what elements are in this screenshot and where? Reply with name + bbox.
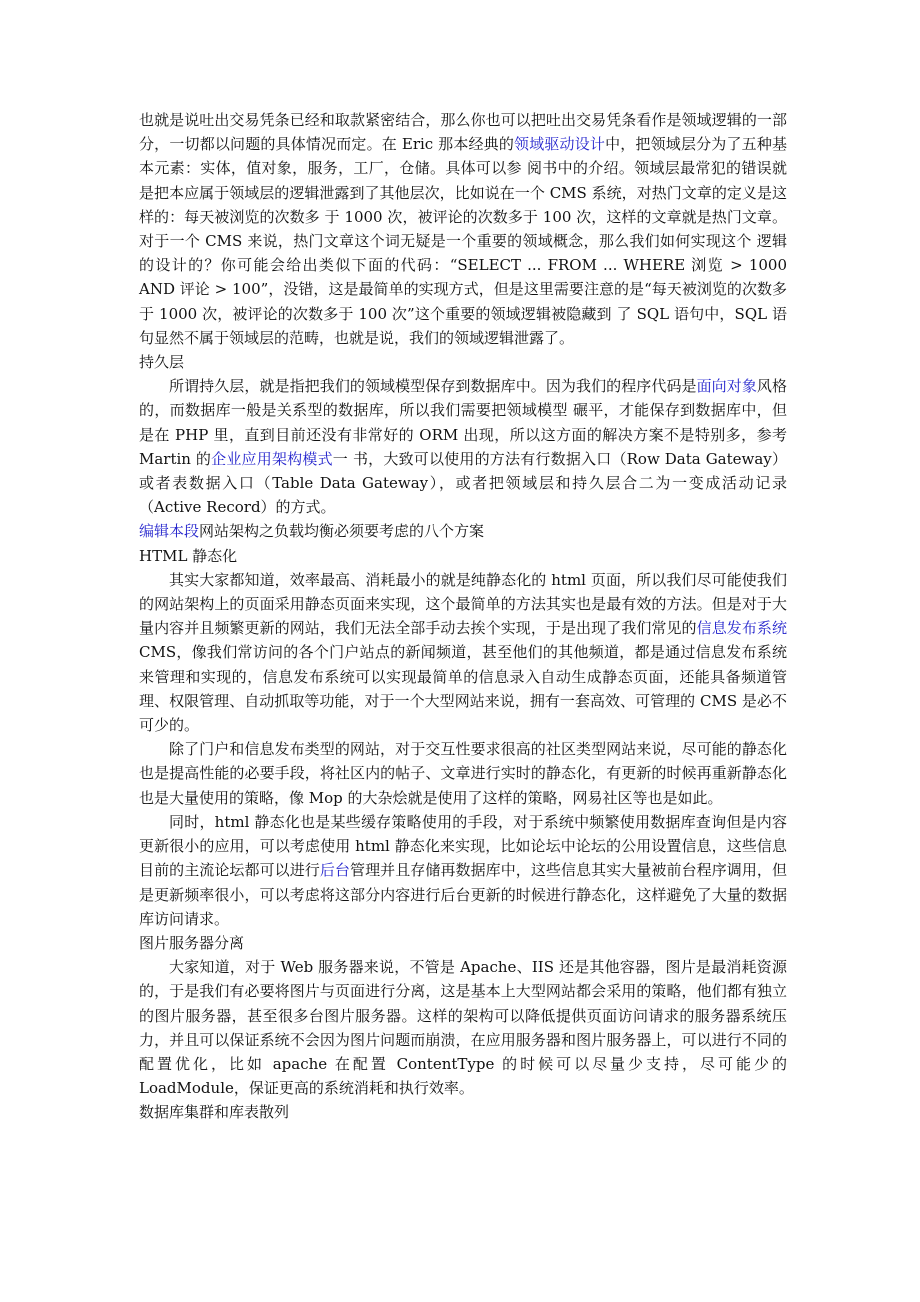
section-heading	[139, 350, 787, 374]
text-run: HTML 静态化	[139, 546, 238, 565]
text-run: 风格的，而数据库一般是关系型的数据库，所以我们需要把领域模型 碾平，才能保存到数据库中，但是在 PHP 里，直到目前还没有非常好的 ORM 出现，所以这方面的解决方案不是特别多，参考 Martin 的	[139, 377, 787, 468]
body-paragraph	[139, 568, 787, 737]
section-heading	[139, 519, 787, 543]
text-run: 除了门户和信息发布类型的网站，对于交互性要求很高的社区类型网站来说，尽可能的静态化也是提高性能的必要手段，将社区内的帖子、文章进行实时的静态化，有更新的时候再重新静态化也是大量使用的策略，像 Mop 的大杂烩就是使用了这样的策略，网易社区等也是如此。	[139, 740, 787, 807]
text-run: 也就是说吐出交易凭条已经和取款紧密结合，那么你也可以把吐出交易凭条看作是领域逻辑的一部分，一切都以问题的具体情况而定。在 Eric 那本经典的	[139, 111, 787, 154]
text-run: 数据库集群和库表散列	[139, 1103, 290, 1122]
hyperlink[interactable]: 企业应用架构模式	[211, 449, 333, 468]
text-run: 中，把领域层分为了五种基本元素：实体，值对象，服务，工厂，仓储。具体可以参 阅书中的介绍。领域层最常犯的错误就是把本应属于领域层的逻辑泄露到了其他层次，比如说在一个 CMS 系统，对热门文章的定义是这样的：每天被浏览的次数多 于 1000 次，被评论的次数多于 100 次，这样的文章就是热门文章。对于一个 CMS 来说，热门文章这个词无疑是一个重要的领域概念，那么我们如何实现这个 逻辑的设计的？你可能会给出类似下面的代码：“SELECT ... FROM ... WHERE 浏览 > 1000 AND 评论 > 100”，没错，这是最简单的实现方式，但是这里需要注意的是“每天被浏览的次数多于 1000 次，被评论的次数多于 100 次”这个重要的领域逻辑被隐藏到 了 SQL 语句中，SQL 语句显然不属于领域层的范畴，也就是说，我们的领域逻辑泄露了。	[139, 135, 787, 347]
hyperlink[interactable]: 信息发布系统	[696, 619, 787, 638]
hyperlink[interactable]: 领域驱动设计	[514, 135, 606, 154]
body-paragraph	[139, 737, 787, 810]
text-run: 同时，html 静态化也是某些缓存策略使用的手段，对于系统中频繁使用数据库查询但是内容更新很小的应用，可以考虑使用 html 静态化来实现，比如论坛中论坛的公用设置信息，这些信息目前的主流论坛都可以进行	[139, 812, 787, 880]
document-page	[139, 108, 787, 1125]
hyperlink[interactable]: 后台	[319, 861, 351, 880]
text-run: 图片服务器分离	[139, 933, 245, 952]
body-paragraph	[139, 955, 787, 1100]
text-run: 所谓持久层，就是指把我们的领域模型保存到数据库中。因为我们的程序代码是	[169, 377, 697, 396]
text-run: 大家知道，对于 Web 服务器来说，不管是 Apache、IIS 还是其他容器，图片是最消耗资源的，于是我们有必要将图片与页面进行分离，这是基本上大型网站都会采用的策略，他们都有独立的图片服务器，甚至很多台图片服务器。这样的架构可以降低提供页面访问请求的服务器系统压力，并且可以保证系统不会因为图片问题而崩溃，在应用服务器和图片服务器上，可以进行不同的配置优化，比如 apache 在配置 ContentType 的时候可以尽量少支持，尽可能少的 LoadModule，保证更高的系统消耗和执行效率。	[139, 958, 787, 1098]
text-run: 管理并且存储再数据库中，这些信息其实大量被前台程序调用，但是更新频率很小，可以考虑将这部分内容进行后台更新的时候进行静态化，这样避免了大量的数据库访问请求。	[139, 861, 787, 928]
text-run: CMS，像我们常访问的各个门户站点的新闻频道，甚至他们的其他频道，都是通过信息发布系统来管理和实现的，信息发布系统可以实现最简单的信息录入自动生成静态页面，还能具备频道管理、权限管理、自动抓取等功能，对于一个大型网站来说，拥有一套高效、可管理的 CMS 是必不可少的。	[139, 643, 787, 735]
section-heading	[139, 1100, 787, 1124]
text-run: 其实大家都知道，效率最高、消耗最小的就是纯静态化的 html 页面，所以我们尽可能使我们的网站架构上的页面采用静态页面来实现，这个最简单的方法其实也是最有效的方法。但是对于大量内容并且频繁更新的网站，我们无法全部手动去挨个实现，于是出现了我们常见的	[139, 570, 787, 638]
text-run: 网站架构之负载均衡必须要考虑的八个方案	[199, 522, 485, 541]
text-run: 一 书，大致可以使用的方法有行数据入口（Row Data Gateway）或者表数据入口（Table Data Gateway），或者把领域层和持久层合二为一变成活动记录（Active Record）的方式。	[139, 449, 787, 517]
section-heading	[139, 931, 787, 955]
body-paragraph	[139, 374, 787, 519]
body-paragraph	[139, 810, 787, 931]
body-paragraph	[139, 108, 787, 350]
section-heading	[139, 544, 787, 568]
text-run: 持久层	[139, 353, 185, 372]
hyperlink[interactable]: 面向对象	[696, 377, 757, 396]
hyperlink[interactable]: 编辑本段	[139, 522, 200, 541]
